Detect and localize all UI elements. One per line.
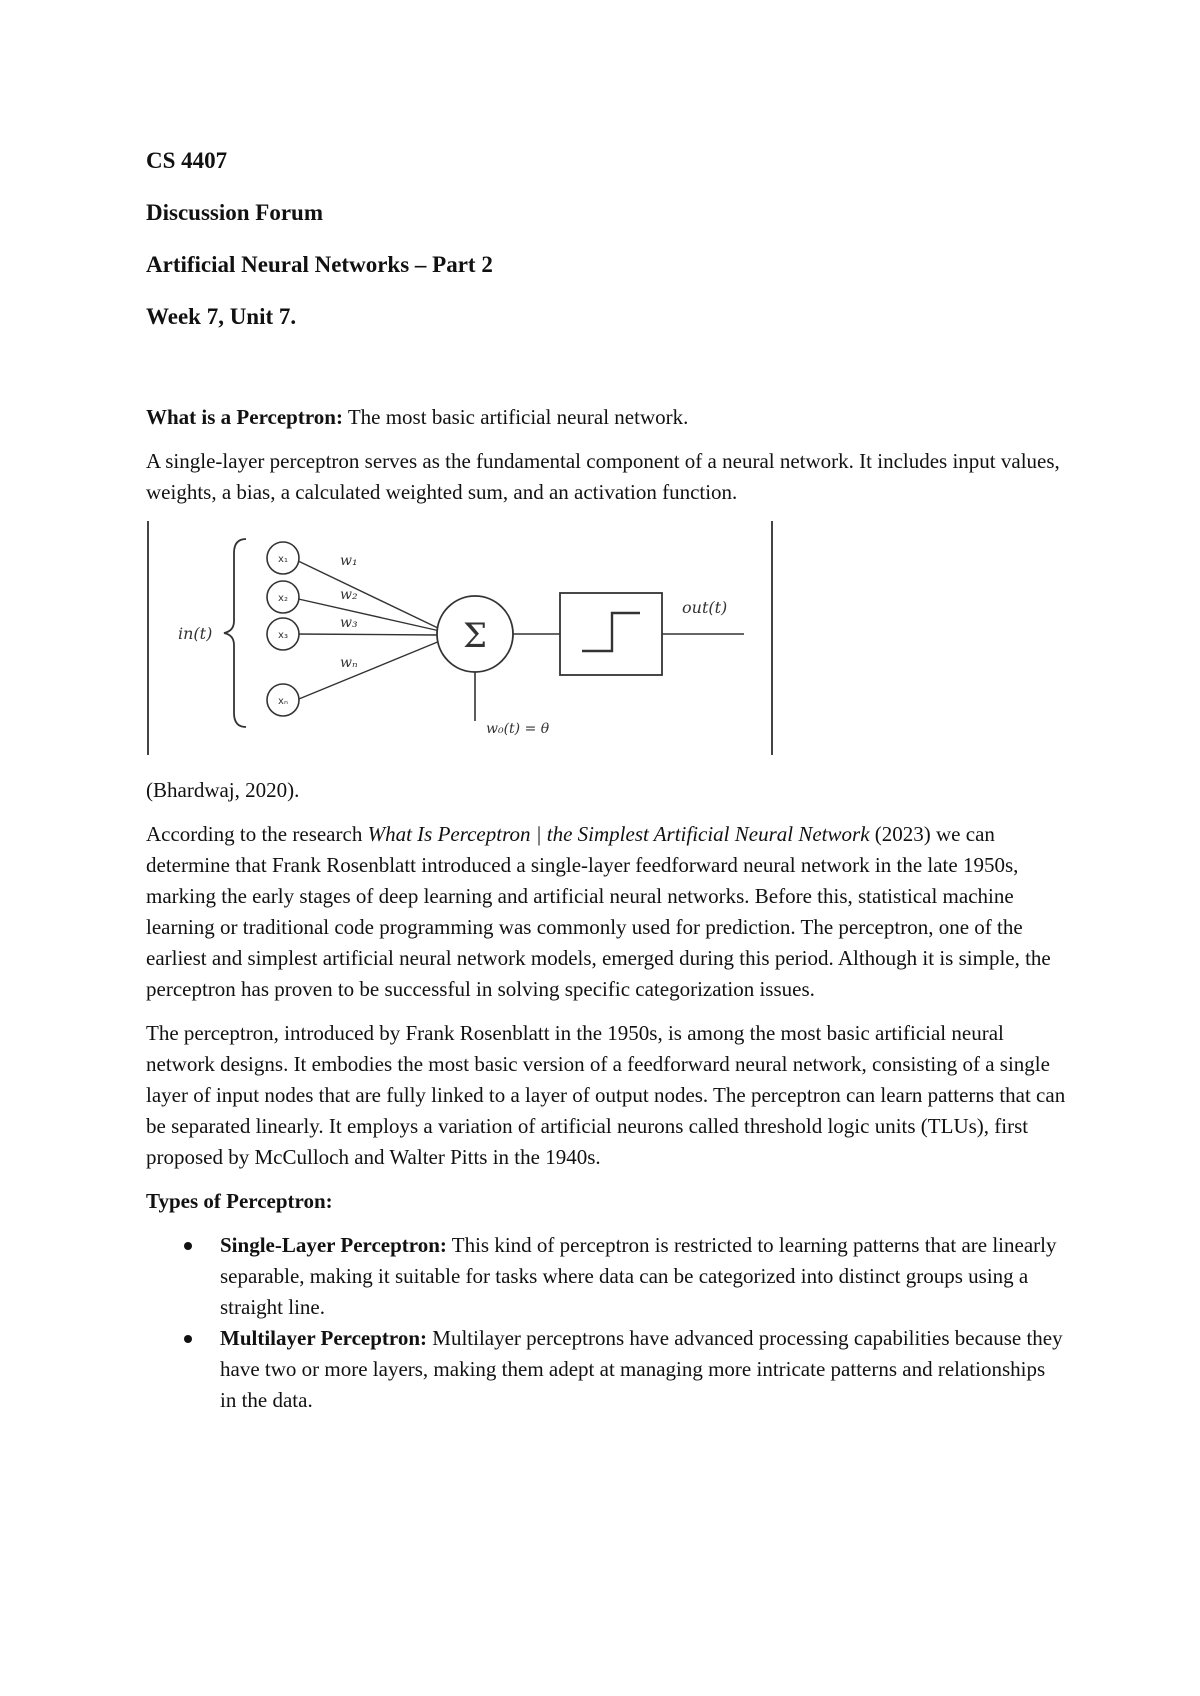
input-brace <box>224 539 246 727</box>
connection-4 <box>294 641 440 701</box>
list-item <box>146 1323 1066 1416</box>
weight-label-2: w₂ <box>340 587 358 603</box>
input-node-2-label: x₂ <box>278 593 288 604</box>
types-list <box>146 1230 1066 1416</box>
forum-title: Discussion Forum <box>146 200 323 225</box>
input-node-1-label: x₁ <box>278 554 288 565</box>
input-node-3-label: x₃ <box>278 630 288 641</box>
research-title: What Is Perceptron | the Simplest Artificial Neural Network <box>367 822 870 846</box>
input-node-4-label: xₙ <box>278 696 288 707</box>
weight-label-4: wₙ <box>340 655 358 671</box>
type-label: Multilayer Perceptron: <box>220 1326 428 1350</box>
intro-paragraph <box>146 402 1066 433</box>
definition-paragraph: A single-layer perceptron serves as the fundamental component of a neural network. It includes input values, weights, a bias, a calculated weighted sum, and an activation function. <box>146 449 1060 504</box>
connection-3 <box>294 634 438 635</box>
topic-title: Artificial Neural Networks – Part 2 <box>146 252 493 277</box>
connection-2 <box>294 598 440 631</box>
figure-citation: (Bhardwaj, 2020). <box>146 778 300 802</box>
document-body <box>146 146 1066 1416</box>
type-text: Multilayer perceptrons have advanced processing capabilities because they have two or more layers, making them adept at managing more intricate patterns and relationships in the data. <box>220 1326 1063 1412</box>
research-paragraph <box>146 819 1066 1005</box>
summation-symbol: Σ <box>462 616 488 656</box>
course-code: CS 4407 <box>146 148 228 173</box>
type-label: Single-Layer Perceptron: <box>220 1233 447 1257</box>
bias-label: w₀(t) = θ <box>486 721 550 737</box>
history-paragraph: The perceptron, introduced by Frank Rosenblatt in the 1950s, is among the most basic artificial neural network designs. It embodies the most basic version of a feedforward neural network, consisting of a single layer of input nodes that are fully linked to a layer of output nodes. The perceptron can learn patterns that can be separated linearly. It employs a variation of artificial neurons called threshold logic units (TLUs), first proposed by McCulloch and Walter Pitts in the 1940s. <box>146 1021 1066 1169</box>
research-text: (2023) we can determine that Frank Rosenblatt introduced a single-layer feedforward neural network in the late 1950s, marking the early stages of deep learning and artificial neural networks. Before this, statistical machine learning or traditional code programming was commonly used for prediction. The perceptron, one of the earliest and simplest artificial neural network models, emerged during this period. Although it is simple, the perceptron has proven to be successful in solving specific categorization issues. <box>146 822 1051 1001</box>
perceptron-diagram <box>146 521 778 757</box>
bullet-icon <box>184 1242 192 1250</box>
bullet-icon <box>184 1335 192 1343</box>
types-heading: Types of Perceptron: <box>146 1189 333 1213</box>
weight-label-3: w₃ <box>340 615 358 631</box>
type-text: This kind of perceptron is restricted to learning patterns that are linearly separable, making it suitable for tasks where data can be categorized into distinct groups using a straight line. <box>220 1233 1057 1319</box>
perceptron-svg <box>146 521 778 757</box>
week-unit: Week 7, Unit 7. <box>146 304 297 329</box>
input-label: in(t) <box>178 624 213 643</box>
output-label: out(t) <box>682 598 728 617</box>
connection-1 <box>294 559 440 629</box>
intro-label: What is a Perceptron: <box>146 405 343 429</box>
weight-label-1: w₁ <box>340 553 358 569</box>
intro-text: The most basic artificial neural network. <box>342 405 689 429</box>
research-prefix: According to the research <box>146 822 368 846</box>
list-item <box>146 1230 1066 1323</box>
